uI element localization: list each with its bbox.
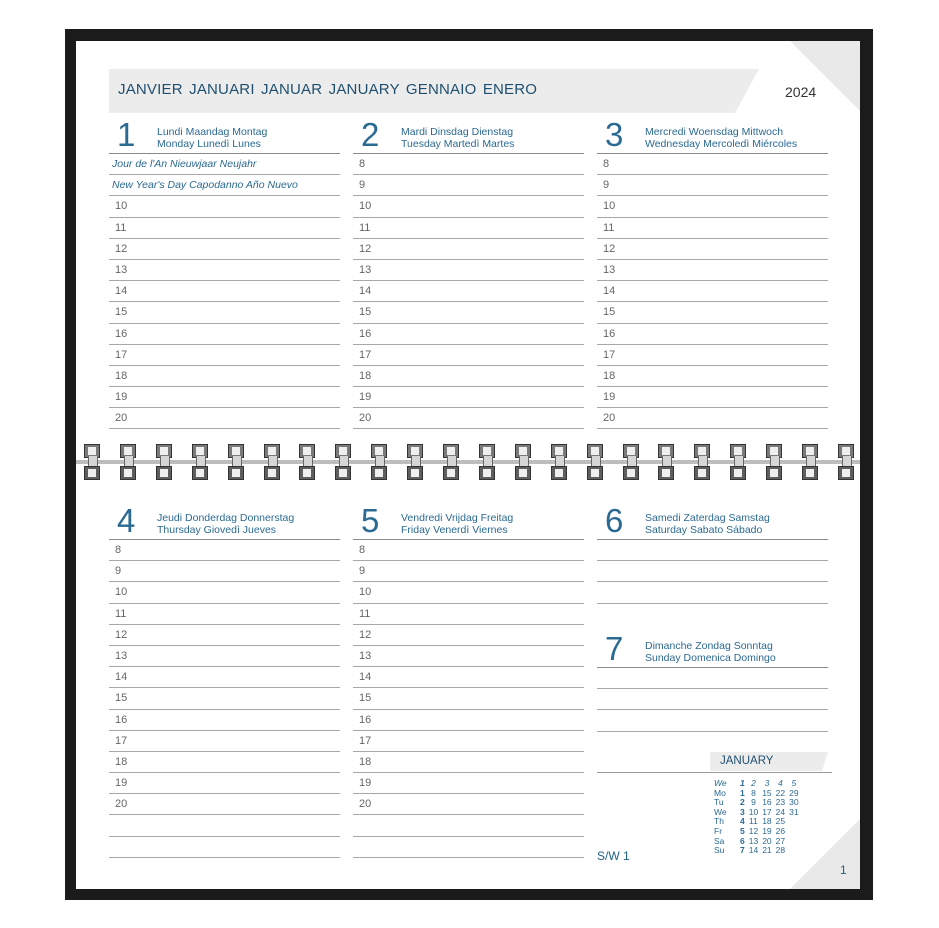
- page-number: 1: [840, 863, 847, 877]
- mini-calendar-row-label: Sa: [714, 835, 725, 846]
- mini-calendar-cell: 5: [740, 825, 745, 836]
- mini-calendar-cell: 27: [775, 835, 786, 846]
- hour-line[interactable]: [109, 387, 340, 408]
- hour-label: 13: [115, 649, 128, 662]
- hour-line[interactable]: [353, 667, 584, 688]
- mini-calendar-cell: 2: [740, 797, 745, 808]
- day-names-line-1: Lundi Maandag Montag: [157, 126, 268, 138]
- spiral-coil: [407, 440, 423, 486]
- spiral-coil: [766, 440, 782, 486]
- mini-calendar-cell: [787, 817, 800, 827]
- mini-calendar-cell: 18: [762, 816, 772, 827]
- hour-label: 11: [359, 221, 371, 234]
- hour-line[interactable]: [353, 154, 584, 175]
- spiral-coil: [838, 440, 854, 486]
- mini-calendar-cell: 9: [751, 797, 756, 808]
- hour-line[interactable]: [353, 561, 584, 582]
- hour-label: 10: [359, 586, 372, 599]
- hour-label: 9: [359, 565, 366, 578]
- hour-line[interactable]: [109, 408, 340, 429]
- mini-calendar-cell: 19: [762, 825, 772, 836]
- hour-label: 19: [359, 777, 372, 790]
- day-block-1: [109, 116, 340, 429]
- hour-label: 14: [115, 285, 128, 298]
- mini-calendar-cell: 26: [775, 825, 786, 836]
- hour-label: 9: [603, 179, 610, 192]
- week-label: S/W 1: [597, 849, 630, 863]
- hour-line[interactable]: [109, 302, 340, 323]
- hour-label: 11: [115, 221, 127, 234]
- hour-label: 15: [359, 692, 372, 705]
- hour-line[interactable]: [597, 668, 828, 689]
- holiday-label: Jour de l'An Nieuwjaar Neujahr: [112, 158, 257, 170]
- mini-calendar-cell: 11: [749, 816, 758, 827]
- day-number: 4: [117, 502, 136, 539]
- hour-label: 12: [359, 628, 372, 641]
- hour-label: 8: [115, 544, 122, 556]
- day-number: 1: [117, 116, 136, 153]
- day-names: [645, 512, 770, 536]
- hour-line[interactable]: [353, 366, 584, 387]
- spiral-coil: [515, 440, 531, 486]
- mini-calendar-cell: 3: [764, 778, 770, 788]
- month-title: JANVIER JANUARI JANUAR JANUARY GENNAIO ENERO: [118, 81, 538, 98]
- hour-line[interactable]: [353, 196, 584, 217]
- mini-calendar-cell: 21: [762, 845, 772, 856]
- hour-line[interactable]: [109, 366, 340, 387]
- mini-calendar-cell: [787, 846, 800, 856]
- hour-label: 10: [115, 200, 128, 213]
- mini-calendar-table: [710, 779, 801, 856]
- mini-calendar-cell: 25: [775, 816, 786, 827]
- hour-label: 18: [359, 755, 372, 768]
- day-block-7: [597, 630, 828, 732]
- page-corner-top-right: [790, 41, 860, 111]
- hour-line[interactable]: [353, 646, 584, 667]
- mini-calendar-cell: 23: [775, 797, 786, 808]
- hour-line[interactable]: [353, 281, 584, 302]
- hour-label: 17: [359, 734, 372, 747]
- hour-label: 14: [115, 671, 128, 684]
- day-names: [157, 512, 294, 536]
- year-label: 2024: [785, 84, 817, 100]
- mini-calendar: [710, 752, 832, 856]
- hour-label: 13: [603, 263, 616, 276]
- hour-label: 15: [359, 306, 372, 319]
- hour-label: 16: [359, 327, 372, 340]
- hour-label: 18: [359, 369, 372, 382]
- day-names-line-2: Wednesday Mercoledì Miércoles: [645, 138, 798, 150]
- day-names: [401, 512, 513, 536]
- spiral-coil: [84, 440, 100, 486]
- hour-line[interactable]: [109, 794, 340, 815]
- day-header: [109, 502, 340, 540]
- hour-label: 10: [115, 586, 128, 599]
- hour-line[interactable]: [109, 646, 340, 667]
- mini-calendar-cell: 6: [740, 835, 745, 846]
- hour-label: 8: [359, 544, 366, 556]
- mini-calendar-row-label: Su: [714, 845, 725, 856]
- hour-label: 15: [603, 306, 616, 319]
- day-names-line-1: Mercredi Woensdag Mittwoch: [645, 126, 784, 138]
- hour-line[interactable]: [109, 625, 340, 646]
- spiral-coil: [694, 440, 710, 486]
- hour-line[interactable]: [597, 239, 828, 260]
- hour-line[interactable]: [597, 540, 828, 561]
- hour-line[interactable]: [353, 625, 584, 646]
- hour-line[interactable]: [353, 604, 584, 625]
- mini-calendar-row-label: We: [714, 778, 727, 788]
- hour-line[interactable]: [353, 710, 584, 731]
- hour-line[interactable]: [353, 175, 584, 196]
- day-header: [353, 502, 584, 540]
- mini-calendar-rule: [597, 772, 832, 773]
- hour-line[interactable]: [109, 731, 340, 752]
- mini-calendar-cell: 20: [762, 835, 772, 846]
- hour-line[interactable]: [109, 345, 340, 366]
- day-number: 3: [605, 116, 624, 153]
- day-header: [109, 116, 340, 154]
- day-names-line-2: Sunday Domenica Domingo: [645, 652, 776, 664]
- hour-line[interactable]: [353, 540, 584, 561]
- hour-label: 20: [115, 798, 128, 811]
- hour-line[interactable]: [353, 324, 584, 345]
- hour-line[interactable]: [353, 345, 584, 366]
- hour-label: 14: [359, 671, 372, 684]
- mini-calendar-row-label: Mo: [714, 787, 726, 798]
- day-header: [597, 502, 828, 540]
- day-number: 7: [605, 630, 624, 667]
- hour-line[interactable]: [109, 773, 340, 794]
- hour-label: 20: [115, 412, 128, 425]
- hour-line[interactable]: [597, 345, 828, 366]
- spiral-coil: [156, 440, 172, 486]
- mini-calendar-title: JANUARY: [720, 755, 774, 767]
- hour-label: 19: [115, 777, 128, 790]
- hour-label: 15: [115, 692, 128, 705]
- hour-line[interactable]: [353, 815, 584, 836]
- hour-line[interactable]: [353, 688, 584, 709]
- hour-label: 20: [359, 798, 372, 811]
- hour-label: 11: [115, 607, 127, 620]
- spiral-coil: [551, 440, 567, 486]
- hour-line[interactable]: [353, 218, 584, 239]
- day-block-4: [109, 502, 340, 858]
- mini-calendar-cell: 10: [748, 806, 759, 817]
- hour-line[interactable]: [597, 710, 828, 731]
- hour-label: 16: [115, 327, 128, 340]
- mini-calendar-row-label: Fr: [714, 825, 723, 836]
- hour-label: 10: [603, 200, 616, 213]
- hour-line[interactable]: [597, 689, 828, 710]
- spiral-coil: [802, 440, 818, 486]
- day-header: [353, 116, 584, 154]
- hour-label: 8: [603, 158, 610, 170]
- hour-line[interactable]: [109, 688, 340, 709]
- hour-label: 9: [359, 179, 366, 192]
- hour-line[interactable]: [353, 387, 584, 408]
- hour-line[interactable]: [353, 408, 584, 429]
- mini-calendar-cell: [787, 827, 800, 837]
- mini-calendar-cell: 22: [775, 787, 786, 798]
- day-header: [597, 116, 828, 154]
- hour-label: 15: [115, 306, 128, 319]
- mini-calendar-cell: [787, 837, 800, 847]
- mini-calendar-cell: 30: [789, 797, 799, 808]
- hour-line[interactable]: [109, 710, 340, 731]
- hour-line[interactable]: [597, 324, 828, 345]
- mini-calendar-cell: 7: [740, 845, 745, 856]
- hour-line[interactable]: [353, 239, 584, 260]
- hour-line[interactable]: [597, 281, 828, 302]
- hour-line[interactable]: [597, 582, 828, 603]
- mini-calendar-cell: 16: [762, 797, 772, 808]
- hour-line[interactable]: [353, 302, 584, 323]
- hour-label: 18: [603, 369, 616, 382]
- hour-line[interactable]: [597, 175, 828, 196]
- hour-line[interactable]: [109, 281, 340, 302]
- holiday-label: New Year's Day Capodanno Año Nuevo: [112, 179, 298, 192]
- hour-label: 12: [115, 628, 128, 641]
- hour-label: 16: [359, 713, 372, 726]
- spiral-coil: [264, 440, 280, 486]
- day-names-line-2: Friday Venerdì Viernes: [401, 524, 508, 536]
- day-names: [157, 126, 267, 150]
- hour-line[interactable]: [109, 218, 340, 239]
- holiday-line[interactable]: [109, 175, 340, 196]
- mini-calendar-cell: 2: [751, 778, 756, 788]
- hour-line[interactable]: [597, 218, 828, 239]
- hour-line[interactable]: [109, 582, 340, 603]
- hour-line[interactable]: [597, 366, 828, 387]
- spiral-coil: [730, 440, 746, 486]
- day-names: [645, 126, 797, 150]
- hour-label: 20: [603, 412, 616, 425]
- hour-label: 12: [603, 242, 616, 255]
- hour-line[interactable]: [597, 154, 828, 175]
- mini-calendar-cell: 4: [778, 778, 783, 788]
- mini-calendar-cell: 3: [740, 806, 745, 817]
- hour-line[interactable]: [597, 260, 828, 281]
- mini-calendar-cell: 28: [775, 845, 786, 856]
- hour-line[interactable]: [109, 260, 340, 281]
- day-block-2: [353, 116, 584, 429]
- hour-line[interactable]: [353, 260, 584, 281]
- hour-label: 14: [603, 285, 616, 298]
- hour-line[interactable]: [109, 540, 340, 561]
- spiral-coil: [192, 440, 208, 486]
- hour-line[interactable]: [109, 561, 340, 582]
- day-names-line-1: Dimanche Zondag Sonntag: [645, 640, 773, 652]
- day-names-line-2: Tuesday Martedì Martes: [401, 138, 515, 150]
- day-names-line-1: Samedi Zaterdag Samstag: [645, 512, 770, 524]
- spiral-binding: [76, 440, 860, 486]
- hour-label: 8: [359, 158, 366, 170]
- hour-label: 17: [603, 348, 616, 361]
- day-names-line-2: Monday Lunedì Lunes: [157, 138, 261, 150]
- day-number: 2: [361, 116, 380, 153]
- hour-label: 14: [359, 285, 372, 298]
- spiral-coil: [335, 440, 351, 486]
- day-names-line-1: Jeudi Donderdag Donnerstag: [157, 512, 295, 524]
- spiral-coil: [587, 440, 603, 486]
- spiral-coil: [299, 440, 315, 486]
- hour-label: 10: [359, 200, 372, 213]
- spiral-coil: [623, 440, 639, 486]
- day-names-line-2: Saturday Sabato Sábado: [645, 524, 763, 536]
- hour-line[interactable]: [109, 196, 340, 217]
- hour-label: 19: [603, 391, 616, 404]
- day-number: 5: [361, 502, 380, 539]
- day-names: [645, 640, 776, 664]
- hour-label: 9: [115, 565, 122, 578]
- hour-label: 11: [603, 221, 615, 234]
- mini-calendar-cell: 4: [740, 816, 745, 827]
- hour-line[interactable]: [109, 324, 340, 345]
- hour-label: 17: [359, 348, 372, 361]
- hour-line[interactable]: [597, 196, 828, 217]
- mini-calendar-row-label: Tu: [714, 797, 724, 808]
- spiral-coil: [658, 440, 674, 486]
- hour-line[interactable]: [353, 752, 584, 773]
- day-block-3: [597, 116, 828, 429]
- hour-line[interactable]: [353, 582, 584, 603]
- hour-label: 19: [115, 391, 128, 404]
- day-number: 6: [605, 502, 624, 539]
- day-names-line-2: Thursday Giovedì Jueves: [157, 524, 277, 536]
- mini-calendar-cell: 1: [740, 787, 745, 798]
- mini-calendar-cell: 8: [751, 787, 756, 798]
- hour-label: 11: [359, 607, 371, 620]
- hour-label: 18: [115, 755, 128, 768]
- mini-calendar-cell: 24: [775, 806, 786, 817]
- day-block-6: [597, 502, 828, 604]
- hour-line[interactable]: [597, 387, 828, 408]
- hour-label: 13: [359, 263, 372, 276]
- mini-calendar-row-label: Th: [714, 816, 724, 827]
- hour-line[interactable]: [109, 752, 340, 773]
- day-block-5: [353, 502, 584, 858]
- hour-label: 16: [115, 713, 128, 726]
- hour-line[interactable]: [109, 815, 340, 836]
- spiral-coil: [371, 440, 387, 486]
- hour-label: 17: [115, 348, 128, 361]
- spiral-coil: [443, 440, 459, 486]
- hour-line[interactable]: [353, 794, 584, 815]
- mini-calendar-cell: 1: [740, 778, 745, 788]
- hour-label: 12: [359, 242, 372, 255]
- hour-label: 18: [115, 369, 128, 382]
- hour-line[interactable]: [597, 561, 828, 582]
- hour-line[interactable]: [353, 773, 584, 794]
- hour-line[interactable]: [109, 837, 340, 858]
- hour-line[interactable]: [109, 604, 340, 625]
- mini-calendar-cell: 14: [748, 845, 759, 856]
- mini-calendar-cell: 15: [762, 787, 772, 798]
- mini-calendar-cell: 5: [791, 778, 797, 788]
- spiral-coil: [479, 440, 495, 486]
- spiral-coil: [228, 440, 244, 486]
- hour-label: 17: [115, 734, 128, 747]
- mini-calendar-cell: 29: [789, 787, 799, 798]
- hour-line[interactable]: [109, 239, 340, 260]
- mini-calendar-cell: 13: [748, 835, 759, 846]
- holiday-line[interactable]: [109, 154, 340, 175]
- day-names-line-1: Mardi Dinsdag Dienstag: [401, 126, 514, 138]
- hour-line[interactable]: [597, 302, 828, 323]
- hour-label: 13: [359, 649, 372, 662]
- hour-line[interactable]: [597, 408, 828, 429]
- mini-calendar-row-label: We: [714, 806, 727, 817]
- spiral-coil: [120, 440, 136, 486]
- mini-calendar-cell: 12: [748, 825, 759, 836]
- hour-label: 20: [359, 412, 372, 425]
- mini-calendar-cell: 31: [789, 806, 799, 817]
- mini-calendar-row: [710, 846, 801, 856]
- hour-line[interactable]: [353, 837, 584, 858]
- day-names-line-1: Vendredi Vrijdag Freitag: [401, 512, 514, 524]
- day-header: [597, 630, 828, 668]
- hour-label: 12: [115, 242, 128, 255]
- hour-line[interactable]: [109, 667, 340, 688]
- hour-label: 13: [115, 263, 128, 276]
- hour-line[interactable]: [353, 731, 584, 752]
- hour-label: 16: [603, 327, 616, 340]
- hour-label: 19: [359, 391, 372, 404]
- mini-calendar-header: [710, 752, 832, 771]
- day-names: [401, 126, 514, 150]
- mini-calendar-cell: 17: [762, 806, 772, 817]
